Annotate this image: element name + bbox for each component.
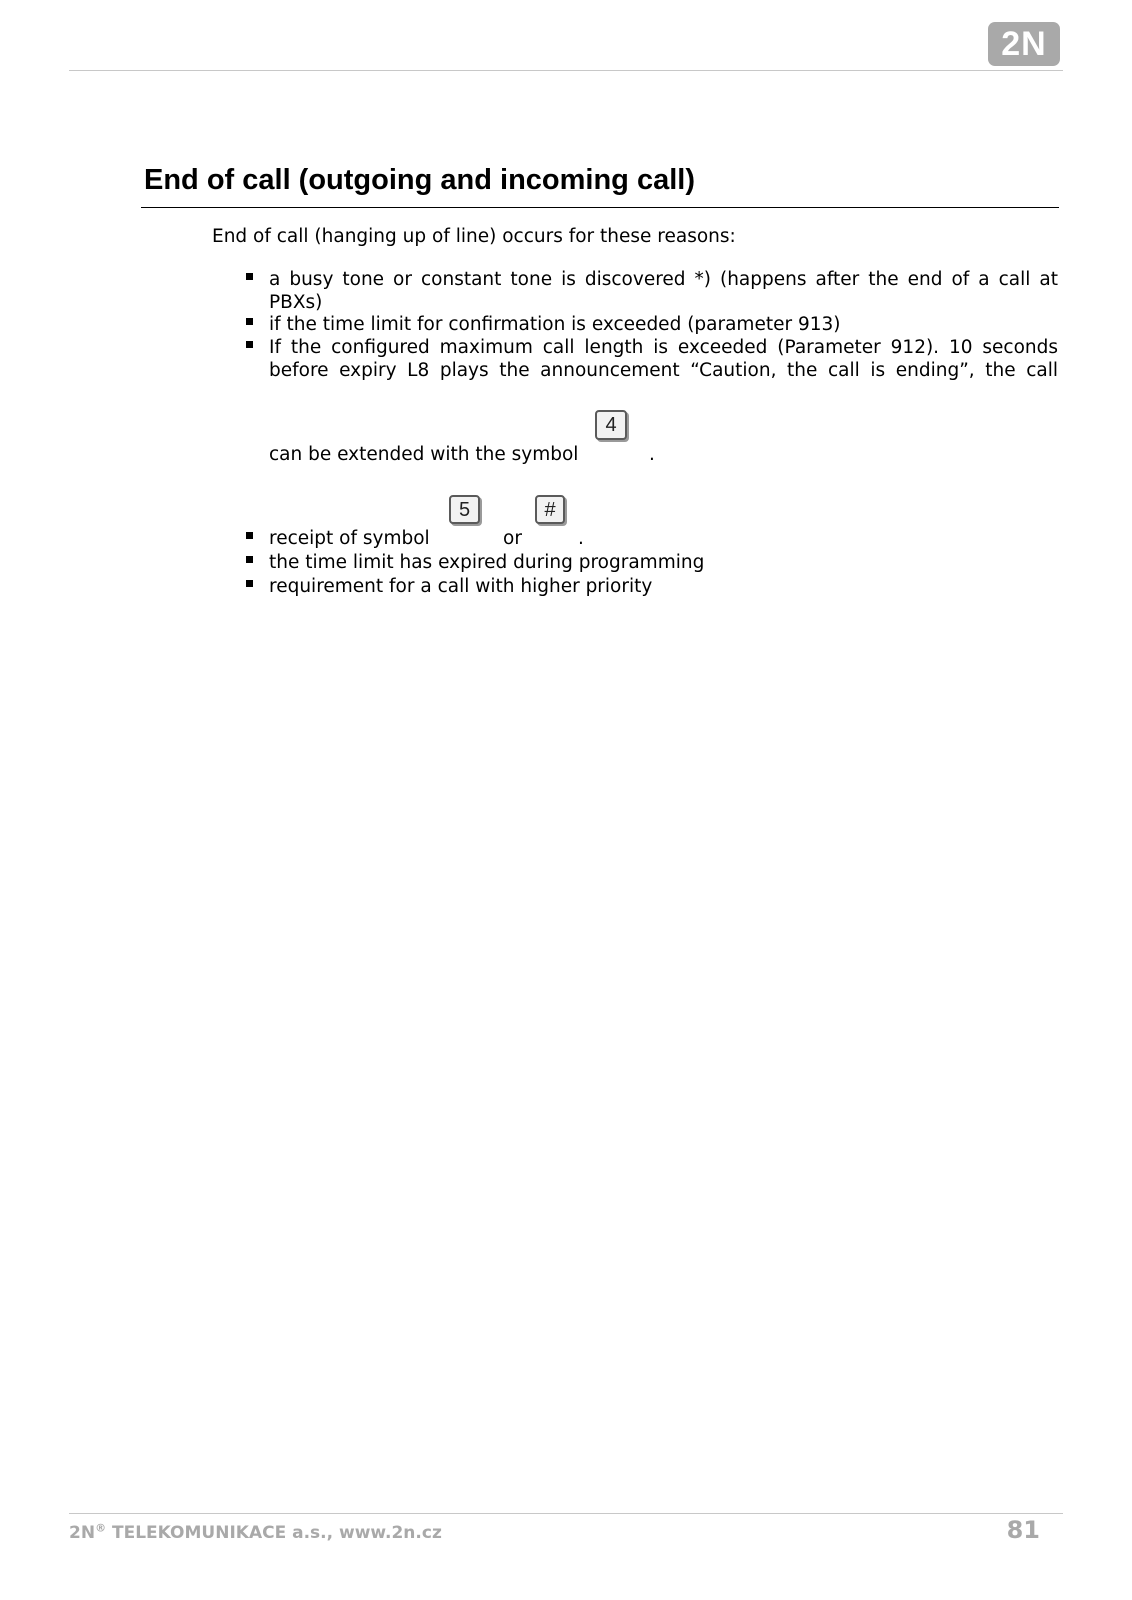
registered-mark: ® xyxy=(95,1521,107,1535)
key-hash-icon: # xyxy=(535,495,565,524)
bullet-5-text: the time limit has expired during programming xyxy=(269,552,705,573)
header-divider xyxy=(69,70,1063,71)
bullet-marker xyxy=(246,532,253,539)
footer-company xyxy=(69,1522,442,1544)
bullet-1-line-1: a busy tone or constant tone is discovered *) (happens after the end of a call at xyxy=(269,269,1058,290)
bullet-marker xyxy=(246,556,253,563)
key-4-icon: 4 xyxy=(595,410,627,440)
title-underline xyxy=(141,207,1059,208)
bullet-marker xyxy=(246,318,253,325)
footer-brand: 2N xyxy=(69,1523,96,1543)
bullet-3-line-2: before expiry L8 plays the announcement “Caution, the call is ending”, the call xyxy=(269,360,1058,381)
key-5-icon: 5 xyxy=(449,495,480,524)
brand-logo: 2N xyxy=(988,22,1060,66)
bullet-3-line-1: If the configured maximum call length is exceeded (Parameter 912). 10 seconds xyxy=(269,337,1058,358)
footer-company-text: TELEKOMUNIKACE a.s., www.2n.cz xyxy=(106,1523,442,1543)
bullet-4-period: . xyxy=(578,528,584,549)
bullet-2-text: if the time limit for confirmation is exceeded (parameter 913) xyxy=(269,314,841,335)
bullet-6-text: requirement for a call with higher priority xyxy=(269,576,653,597)
page-title: End of call (outgoing and incoming call) xyxy=(144,164,695,196)
bullet-3-period: . xyxy=(649,444,655,465)
bullet-4-text: receipt of symbol xyxy=(269,528,430,549)
intro-paragraph: End of call (hanging up of line) occurs for these reasons: xyxy=(212,226,736,247)
bullet-marker xyxy=(246,580,253,587)
bullet-marker xyxy=(246,273,253,280)
footer-divider xyxy=(69,1513,1063,1514)
bullet-1-line-2: PBXs) xyxy=(269,292,323,313)
page-number: 81 xyxy=(1006,1516,1040,1544)
bullet-4-or: or xyxy=(503,528,522,549)
bullet-3-line-3: can be extended with the symbol xyxy=(269,444,579,465)
bullet-marker xyxy=(246,341,253,348)
